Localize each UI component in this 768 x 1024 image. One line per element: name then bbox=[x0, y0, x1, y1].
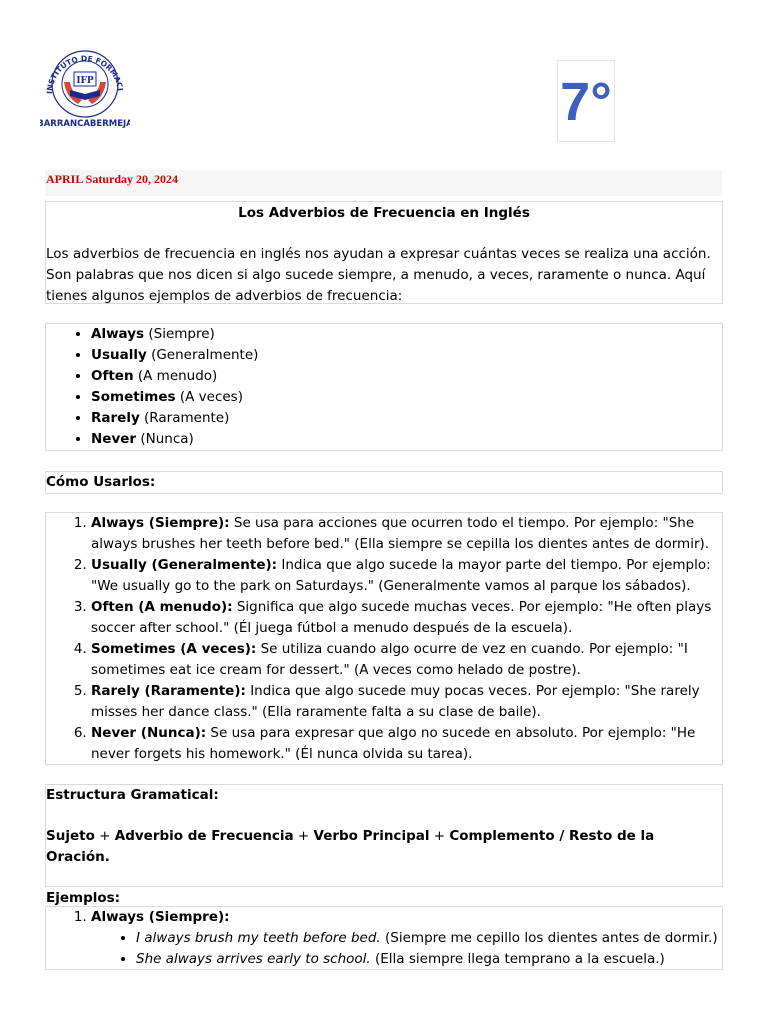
structure-formula: Sujeto + Adverbio de Frecuencia + Verbo Principal + Complemento / Resto de la Oración. bbox=[46, 828, 655, 865]
list-item: • Always (Siempre) bbox=[91, 324, 722, 345]
date-header: APRIL Saturday 20, 2024 bbox=[45, 170, 722, 196]
example-sublist bbox=[46, 928, 722, 970]
list-item: 5. Rarely (Raramente): Indica que algo sucede muy pocas veces. Por ejemplo: "She rarely misses her dance class." (Ella raramente falta a su clase de baile). bbox=[91, 681, 722, 723]
intro-paragraph: Los adverbios de frecuencia en inglés nos ayudan a expresar cuántas veces se realiza una acción. Son palabras que nos dicen si algo sucede siempre, a menudo, a veces, raramente o nunca. Aquí tienes algunos ejemplos de adverbios de frecuencia: bbox=[46, 246, 711, 304]
list-item: 1. Always (Siempre): Se usa para acciones que ocurren todo el tiempo. Por ejemplo: "She always brushes her teeth before bed." (Ella siempre se cepilla los dientes antes de dormir). bbox=[91, 513, 722, 555]
list-item: • Rarely (Raramente) bbox=[91, 408, 722, 429]
list-item: • Often (A menudo) bbox=[91, 366, 722, 387]
intro-section bbox=[45, 201, 723, 304]
usage-list bbox=[46, 513, 722, 765]
usage-section bbox=[45, 512, 723, 765]
institute-logo bbox=[40, 42, 130, 132]
list-item: • She always arrives early to school. (Ella siempre llega temprano a la escuela.) bbox=[136, 949, 722, 970]
usage-heading-box bbox=[45, 471, 723, 494]
list-item: • Never (Nunca) bbox=[91, 429, 722, 450]
examples-section bbox=[45, 906, 723, 970]
page-title: Los Adverbios de Frecuencia en Inglés bbox=[238, 205, 530, 221]
logo-monogram: IFP bbox=[76, 76, 94, 86]
usage-heading: Cómo Usarlos: bbox=[46, 474, 156, 490]
list-item: • Usually (Generalmente) bbox=[91, 345, 722, 366]
logo-ring-text: INSTITUTO DE FORMACI bbox=[44, 53, 125, 95]
list-item: 4. Sometimes (A veces): Se utiliza cuando algo ocurre de vez en cuando. Por ejemplo: "I sometimes eat ice cream for dessert." (A veces como helado de postre). bbox=[91, 639, 722, 681]
list-item: • Sometimes (A veces) bbox=[91, 387, 722, 408]
list-item: 2. Usually (Generalmente): Indica que algo sucede la mayor parte del tiempo. Por ejemplo: "We usually go to the park on Saturdays." (Generalmente vamos al parque los sábados). bbox=[91, 555, 722, 597]
list-item: • I always brush my teeth before bed. (Siempre me cepillo los dientes antes de dormir.) bbox=[136, 928, 722, 949]
examples-list bbox=[46, 907, 722, 970]
adverb-list bbox=[46, 324, 722, 450]
logo-bottom-text: BARRANCABERMEJA bbox=[40, 119, 130, 129]
structure-section bbox=[45, 784, 723, 906]
list-item: 1. Always (Siempre): • I always brush my teeth before bed. (Siempre me cepillo los dientes antes de dormir.) • She always arrives early to school. (Ella siempre llega temprano a la escuela.) bbox=[91, 907, 722, 970]
list-item: 6. Never (Nunca): Se usa para expresar que algo no sucede en absoluto. Por ejemplo: "He never forgets his homework." (Él nunca olvida su tarea). bbox=[91, 723, 722, 765]
grade-badge: 7° bbox=[557, 60, 615, 142]
adverb-list-section bbox=[45, 323, 723, 451]
examples-heading: Ejemplos: bbox=[46, 890, 121, 906]
list-item: 3. Often (A menudo): Significa que algo sucede muchas veces. Por ejemplo: "He often plays soccer after school." (Él juega fútbol a menudo después de la escuela). bbox=[91, 597, 722, 639]
structure-heading: Estructura Gramatical: bbox=[46, 787, 219, 803]
